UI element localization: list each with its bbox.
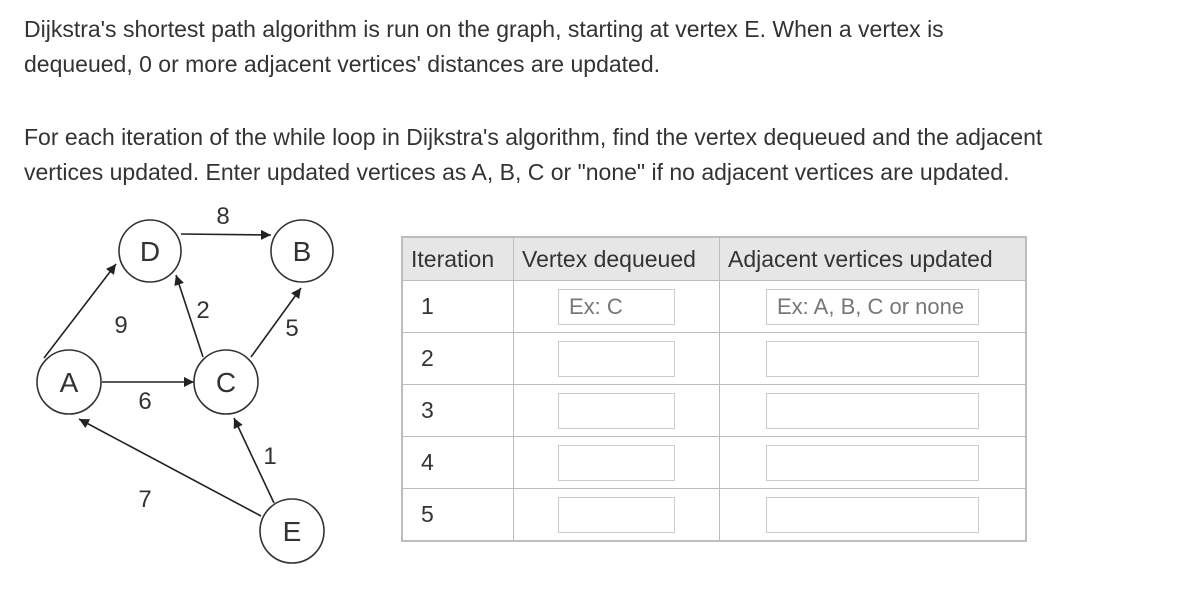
- vertex-dequeued-input-3[interactable]: [558, 393, 675, 429]
- header-iteration: Iteration: [402, 237, 514, 281]
- node-label-d: D: [139, 236, 161, 267]
- adjacent-updated-input-3[interactable]: [766, 393, 979, 429]
- edge-a-d: [44, 264, 116, 358]
- edge-d-b: [181, 234, 271, 235]
- edge-weight-a-c: 6: [138, 388, 152, 415]
- vertex-cell: [514, 385, 720, 437]
- instructions-line: vertices updated. Enter updated vertices as A, B, C or "none" if no adjacent vertices are updated.: [24, 159, 1010, 185]
- node-label-a: A: [59, 367, 79, 398]
- node-label-e: E: [282, 516, 302, 547]
- node-label-c: C: [215, 367, 237, 398]
- table-header-row: [402, 237, 1026, 281]
- iteration-number: 1: [402, 281, 514, 333]
- edge-weight-e-c: 1: [263, 443, 277, 470]
- vertex-cell: [514, 437, 720, 489]
- table-row: [402, 385, 1026, 437]
- iteration-number: 5: [402, 489, 514, 542]
- vertex-dequeued-input-4[interactable]: [558, 445, 675, 481]
- directed-graph: [0, 195, 360, 565]
- adjacent-updated-input-5[interactable]: [766, 497, 979, 533]
- header-adjacent-vertices-updated: Adjacent vertices updated: [720, 237, 1027, 281]
- table-row: [402, 281, 1026, 333]
- instructions-line: dequeued, 0 or more adjacent vertices' distances are updated.: [24, 51, 661, 77]
- edge-weight-a-d: 9: [114, 312, 128, 339]
- edge-weight-e-a: 7: [138, 486, 152, 513]
- edge-weight-c-b: 5: [285, 315, 299, 342]
- graph-node-a: [37, 350, 101, 414]
- instructions-paragraph-1: [24, 12, 944, 82]
- graph-node-e: [260, 499, 324, 563]
- adjacent-cell: [720, 489, 1027, 542]
- table-row: [402, 437, 1026, 489]
- header-vertex-dequeued: Vertex dequeued: [514, 237, 720, 281]
- table-row: [402, 489, 1026, 542]
- table-row: [402, 333, 1026, 385]
- edge-weight-c-d: 2: [196, 297, 210, 324]
- answer-table: [401, 236, 1027, 542]
- node-label-b: B: [292, 236, 312, 267]
- vertex-dequeued-input-1[interactable]: [558, 289, 675, 325]
- iteration-number: 2: [402, 333, 514, 385]
- edge-e-a: [79, 419, 261, 516]
- iteration-number: 4: [402, 437, 514, 489]
- vertex-dequeued-input-2[interactable]: [558, 341, 675, 377]
- instructions-line: For each iteration of the while loop in Dijkstra's algorithm, find the vertex dequeued and the adjacent: [24, 124, 1043, 150]
- iteration-number: 3: [402, 385, 514, 437]
- adjacent-cell: [720, 437, 1027, 489]
- instructions-paragraph-2: [24, 120, 1042, 190]
- graph-node-c: [194, 350, 258, 414]
- adjacent-updated-input-4[interactable]: [766, 445, 979, 481]
- edge-weight-d-b: 8: [216, 203, 230, 230]
- adjacent-cell: [720, 385, 1027, 437]
- vertex-cell: [514, 489, 720, 542]
- vertex-dequeued-input-5[interactable]: [558, 497, 675, 533]
- vertex-cell: [514, 333, 720, 385]
- adjacent-cell: [720, 333, 1027, 385]
- vertex-cell: [514, 281, 720, 333]
- graph-node-d: [119, 220, 181, 282]
- adjacent-updated-input-1[interactable]: [766, 289, 979, 325]
- graph-node-b: [271, 220, 333, 282]
- adjacent-cell: [720, 281, 1027, 333]
- instructions-line: Dijkstra's shortest path algorithm is run on the graph, starting at vertex E. When a vertex is: [24, 16, 944, 42]
- adjacent-updated-input-2[interactable]: [766, 341, 979, 377]
